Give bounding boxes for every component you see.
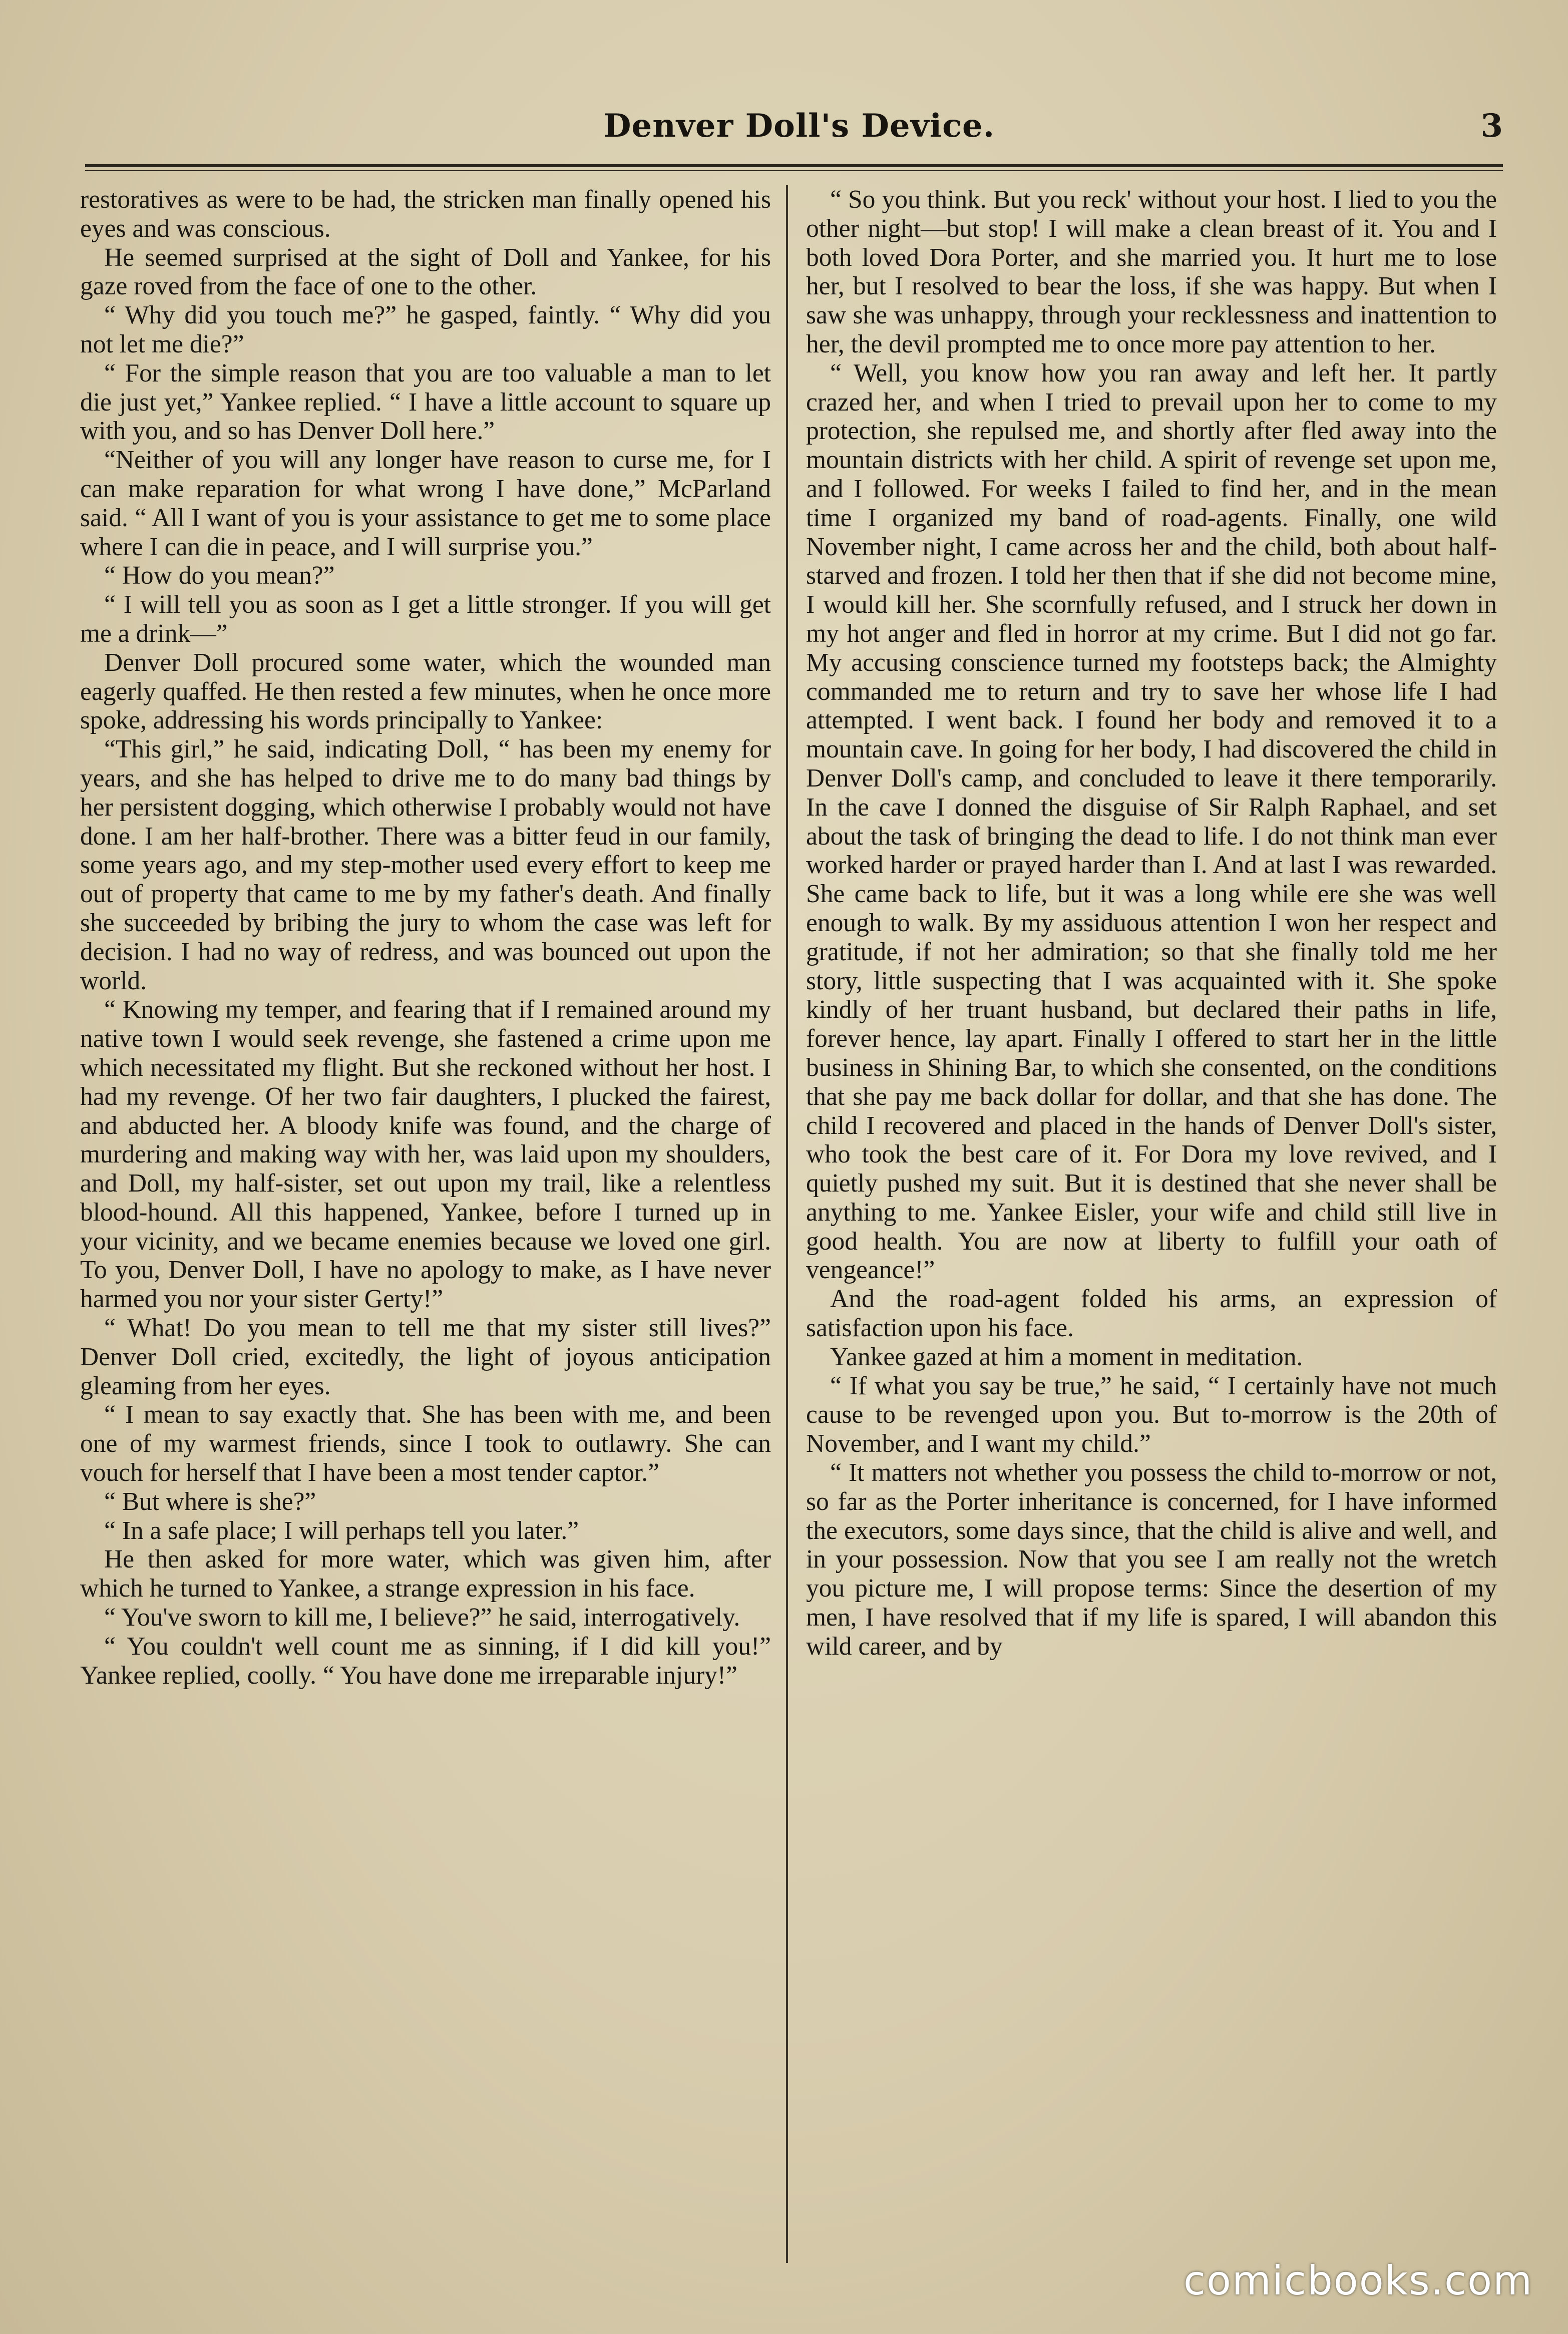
paragraph: “Neither of you will any longer have reason to curse me, for I can make reparation for what wrong I have done,” McParland said. “ All I want of you is your assistance to get me to some place where I can die in peace, and I will surprise you.” [80,446,771,561]
paragraph: “ It matters not whether you possess the child to-morrow or not, so far as the Porter inheritance is concerned, for I have informed the executors, some days since, that the child is alive and well, and in your possession. Now that you see I am really not the wretch you picture me, I will propose terms: Since the desertion of my men, I have resolved that if my life is spared, I will abandon this wild career, and by [806,1458,1497,1661]
paragraph: restoratives as were to be had, the stricken man finally opened his eyes and was conscious. [80,185,771,243]
paragraph: “ But where is she?” [104,1487,316,1516]
watermark: comicbooks.com [1183,2257,1533,2304]
page-number: 3 [1480,107,1503,145]
paragraph: Yankee gazed at him a moment in meditation. [830,1342,1303,1371]
paragraph: Denver Doll procured some water, which the wounded man eagerly quaffed. He then rested a few minutes, when he once more spoke, addressing his words principally to Yankee: [80,648,771,735]
header-rule [85,164,1503,167]
paragraph: “ You couldn't well count me as sinning, if I did kill you!” Yankee replied, coolly. “ You have done me irreparable injury!” [80,1632,771,1690]
paragraph: “ Knowing my temper, and fearing that if I remained around my native town I would seek revenge, she fastened a crime upon me which necessitated my flight. But she reckoned without her host. I had my revenge. Of her two fair daughters, I plucked the fairest, and abducted her. A bloody knife was found, and the charge of murdering and making way with her, was laid upon my shoulders, and Doll, my half-sister, set out upon my trail, like a relentless blood-hound. All this happened, Yankee, before I turned up in your vicinity, and we became enemies because we loved one girl. To you, Denver Doll, I have no apology to make, as I have never harmed you nor your sister Gerty!” [80,995,771,1314]
header-rule-thin [85,170,1503,171]
paragraph: “ I will tell you as soon as I get a little stronger. If you will get me a drink—” [80,590,771,648]
paragraph: “ For the simple reason that you are too valuable a man to let die just yet,” Yankee replied. “ I have a little account to square up with you, and so has Denver Doll here.” [80,358,771,446]
paragraph: He then asked for more water, which was given him, after which he turned to Yankee, a strange expression in his face. [80,1545,771,1603]
paragraph: “ Why did you touch me?” he gasped, faintly. “ Why did you not let me die?” [80,301,771,358]
paragraph: “ So you think. But you reck' without your host. I lied to you the other night—but stop! I will make a clean breast of it. You and I both loved Dora Porter, and she married you. It hurt me to lose her, but I resolved to bear the loss, if she was happy. But when I saw she was unhappy, through your recklessness and inattention to her, the devil prompted me to once more pay attention to her. [806,185,1497,358]
paragraph: “ Well, you know how you ran away and left her. It partly crazed her, and when I tried to prevail upon her to come to my protection, she repulsed me, and shortly after fled away into the mountain districts with her child. A spirit of revenge set upon me, and I followed. For weeks I failed to find her, and in the mean time I organized my band of road-agents. Finally, one wild November night, I came across her and the child, both about half-starved and frozen. I told her then that if she did not become mine, I would kill her. She scornfully refused, and I struck her down in my hot anger and fled in horror at my crime. But I did not go far. My accusing conscience turned my footsteps back; the Almighty commanded me to return and try to save her whose life I had attempted. I went back. I found her body and removed it to a mountain cave. In going for her body, I had discovered the child in Denver Doll's camp, and concluded to leave it there temporarily. In the cave I donned the disguise of Sir Ralph Raphael, and set about the task of bringing the dead to life. I do not think man ever worked harder or prayed harder than I. And at last I was rewarded. She came back to life, but it was a long while ere she was well enough to walk. By my assiduous attention I won her respect and gratitude, if not her admiration; so that she finally told me her story, little suspecting that I was acquainted with it. She spoke kindly of her truant husband, but declared their paths in life, forever hence, lay apart. Finally I offered to start her in the little business in Shining Bar, to which she consented, on the conditions that she pay me back dollar for dollar, and that she has done. The child I recovered and placed in the hands of Denver Doll's sister, who took the best care of it. For Dora my love revived, and I quietly pushed my suit. But it is destined that she never shall be anything to me. Yankee Eisler, your wife and child still live in good health. You are now at liberty to fulfill your oath of vengeance!” [806,358,1497,1285]
page-header [80,100,1518,155]
paragraph: “ I mean to say exactly that. She has been with me, and been one of my warmest friends, since I took to outlawry. She can vouch for herself that I have been a most tender captor.” [80,1400,771,1487]
page-title: Denver Doll's Device. [603,107,995,145]
paragraph: He seemed surprised at the sight of Doll and Yankee, for his gaze roved from the face of one to the other. [80,243,771,301]
paragraph: “This girl,” he said, indicating Doll, “ has been my enemy for years, and she has helped to drive me to do many bad things by her persistent dogging, which otherwise I probably would not have done. I am her half-brother. There was a bitter feud in our family, some years ago, and my step-mother used every effort to keep me out of property that came to me by my father's death. And finally she succeeded by bribing the jury to whom the case was left for decision. I had no way of redress, and was bounced out upon the world. [80,735,771,995]
left-column [80,185,771,2263]
paragraph: And the road-agent folded his arms, an expression of satisfaction upon his face. [806,1285,1497,1343]
paragraph: “ What! Do you mean to tell me that my sister still lives?” Denver Doll cried, excitedly, the light of joyous anticipation gleaming from her eyes. [80,1314,771,1400]
paragraph: “ If what you say be true,” he said, “ I certainly have not much cause to be revenged upon you. But to-morrow is the 20th of November, and I want my child.” [806,1371,1497,1458]
right-column [806,185,1497,2263]
paragraph: “ In a safe place; I will perhaps tell you later.” [104,1516,579,1545]
column-divider [786,185,788,2263]
paragraph: “ How do you mean?” [104,561,335,590]
paragraph: “ You've sworn to kill me, I believe?” he said, interrogatively. [104,1603,740,1632]
